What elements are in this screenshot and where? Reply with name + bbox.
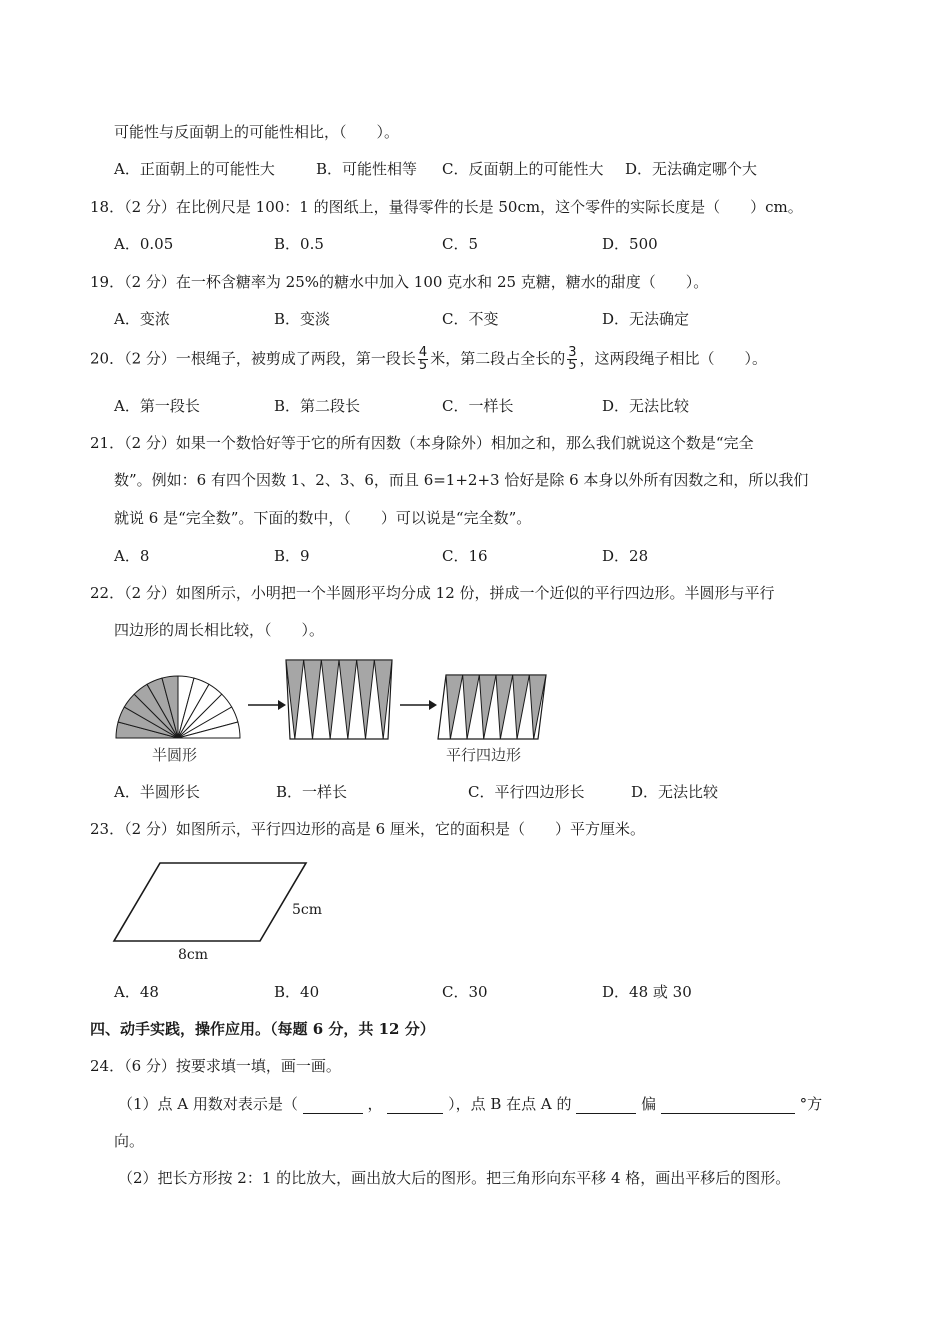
arrow-icon <box>248 700 286 710</box>
q20-stem-part-a: 20．（2 分）一根绳子，被剪成了两段，第一段长 <box>90 349 416 368</box>
q24-stem: 24．（6 分）按要求填一填，画一画。 <box>90 1057 341 1075</box>
q18-stem: 18．（2 分）在比例尺是 100：1 的图纸上，量得零件的长是 50cm，这个零件的实际长度是（ ）cm。 <box>90 198 803 216</box>
q19-option-d[interactable]: D．无法确定 <box>602 310 690 328</box>
q18-option-b[interactable]: B．0.5 <box>274 235 324 253</box>
parallelogram-approx-figure <box>438 675 546 739</box>
q19-stem: 19．（2 分）在一杯含糖率为 25%的糖水中加入 100 克水和 25 克糖，糖水的甜度（ ）。 <box>90 273 709 291</box>
q24-part-1-continuation: 向。 <box>114 1132 145 1150</box>
q23-stem: 23．（2 分）如图所示，平行四边形的高是 6 厘米，它的面积是（ ）平方厘米。 <box>90 820 645 838</box>
arrow-icon <box>400 700 437 710</box>
q21-line-2: 数”。例如：6 有四个因数 1、2、3、6，而且 6=1+2+3 恰好是除 6 本身以外所有因数之和，所以我们 <box>114 471 809 489</box>
parallelogram-shape <box>114 863 306 941</box>
q23-option-d[interactable]: D．48 或 30 <box>602 983 692 1001</box>
q21-line-1: 21．（2 分）如果一个数恰好等于它的所有因数（本身除外）相加之和，那么我们就说这个数是“完全 <box>90 434 754 452</box>
q22-option-b[interactable]: B．一样长 <box>276 783 348 801</box>
q22-figure <box>114 655 554 770</box>
q23-base-label: 8cm <box>178 947 209 963</box>
q20-fraction-2-denominator: 5 <box>568 358 577 373</box>
q20-fraction-1-denominator: 5 <box>418 358 428 373</box>
q20-option-b[interactable]: B．第二段长 <box>274 397 361 415</box>
q24-part-1 <box>118 1094 822 1114</box>
q18-option-a[interactable]: A．0.05 <box>114 235 174 253</box>
q23-side-label: 5cm <box>292 902 323 918</box>
q17-option-a[interactable]: A．正面朝上的可能性大 <box>114 160 275 178</box>
q21-option-b[interactable]: B．9 <box>274 547 310 565</box>
q18-option-d[interactable]: D．500 <box>602 235 658 253</box>
q22-option-a[interactable]: A．半圆形长 <box>114 783 200 801</box>
q22-option-d[interactable]: D．无法比较 <box>631 783 719 801</box>
q22-label-semicircle: 半圆形 <box>152 746 198 764</box>
q24-part-1-c: ），点 B 在点 A 的 <box>448 1095 572 1113</box>
q19-option-a[interactable]: A．变浓 <box>114 310 170 328</box>
semicircle-figure <box>116 676 240 738</box>
q17-continuation: 可能性与反面朝上的可能性相比，（ ）。 <box>114 123 400 141</box>
q20-option-a[interactable]: A．第一段长 <box>114 397 200 415</box>
q21-line-3: 就说 6 是“完全数”。下面的数中，（ ）可以说是“完全数”。 <box>114 509 532 527</box>
q24-part-2: （2）把长方形按 2：1 的比放大，画出放大后的图形。把三角形向东平移 4 格，画出平移后的图形。 <box>118 1169 791 1187</box>
q20-stem-part-b: 米，第二段占全长的 <box>430 349 566 368</box>
q23-option-a[interactable]: A．48 <box>114 983 159 1001</box>
q23-option-c[interactable]: C．30 <box>442 983 488 1001</box>
q22-line-1: 22．（2 分）如图所示，小明把一个半圆形平均分成 12 份，拼成一个近似的平行四边形。半圆形与平行 <box>90 584 775 602</box>
q24-part-1-b: ， <box>367 1095 383 1113</box>
q23-option-b[interactable]: B．40 <box>274 983 320 1001</box>
q24-blank-y[interactable] <box>387 1097 443 1114</box>
q19-option-c[interactable]: C．不变 <box>442 310 499 328</box>
q20-fraction-2-numerator: 3 <box>568 345 577 360</box>
q19-option-b[interactable]: B．变淡 <box>274 310 331 328</box>
q20-option-c[interactable]: C．一样长 <box>442 397 514 415</box>
q22-line-2: 四边形的周长相比较，（ ）。 <box>114 621 325 639</box>
q24-blank-angle[interactable] <box>661 1097 795 1114</box>
q24-part-1-a: （1）点 A 用数对表示是（ <box>118 1095 298 1113</box>
q17-option-b[interactable]: B．可能性相等 <box>316 160 418 178</box>
q22-label-parallelogram: 平行四边形 <box>446 746 522 764</box>
q21-option-a[interactable]: A．8 <box>114 547 150 565</box>
q20-fraction-2 <box>567 347 577 372</box>
q18-option-c[interactable]: C．5 <box>442 235 479 253</box>
q17-option-d[interactable]: D．无法确定哪个大 <box>625 160 758 178</box>
q21-option-d[interactable]: D．28 <box>602 547 649 565</box>
q24-part-1-d: 偏 <box>641 1095 657 1113</box>
q21-option-c[interactable]: C．16 <box>442 547 488 565</box>
q22-option-c[interactable]: C．平行四边形长 <box>468 783 585 801</box>
q24-blank-x[interactable] <box>303 1097 363 1114</box>
q20-stem <box>90 347 767 372</box>
q24-part-1-e: °方 <box>799 1095 823 1113</box>
q20-stem-part-c: ，这两段绳子相比（ ）。 <box>579 349 767 368</box>
q20-option-d[interactable]: D．无法比较 <box>602 397 690 415</box>
q17-option-c[interactable]: C．反面朝上的可能性大 <box>442 160 604 178</box>
rearranged-sectors-figure <box>286 660 392 739</box>
section-4-heading: 四、动手实践，操作应用。（每题 6 分，共 12 分） <box>90 1020 435 1038</box>
q24-blank-direction[interactable] <box>576 1097 636 1114</box>
q20-fraction-1 <box>418 347 428 372</box>
q23-parallelogram-figure <box>108 855 338 965</box>
q20-fraction-1-numerator: 4 <box>418 345 428 360</box>
